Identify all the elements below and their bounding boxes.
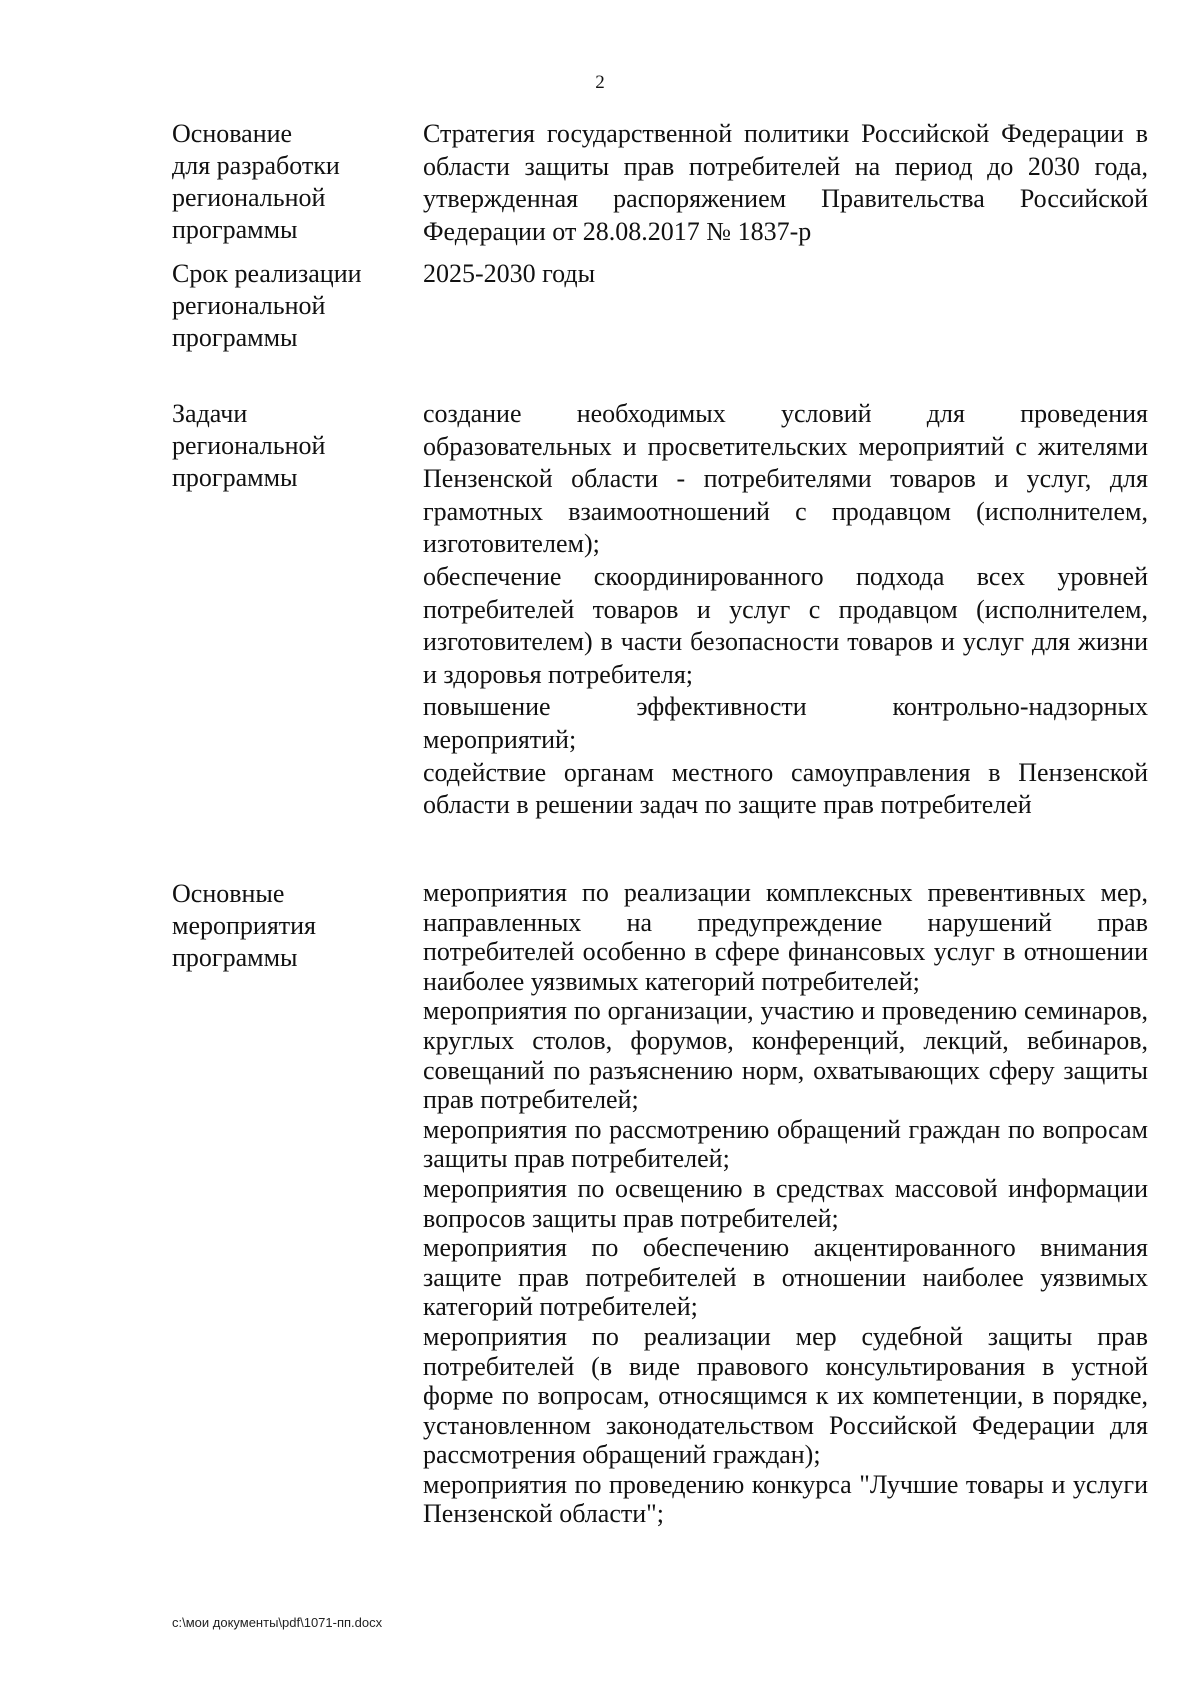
label-line: для разработки — [172, 151, 340, 180]
label-line: программы — [172, 215, 298, 244]
label-line: Основание — [172, 119, 293, 148]
content-paragraph: мероприятия по освещению в средствах массовой информации вопросов защиты прав потребителей; — [423, 1173, 1148, 1233]
content-paragraph: мероприятия по проведению конкурса "Лучшие товары и услуги Пензенской области"; — [423, 1469, 1148, 1529]
content-paragraph: 2025-2030 годы — [423, 259, 596, 288]
content-paragraph: обеспечение скоординированного подхода всех уровней потребителей товаров и услуг с продавцом (исполнителем, изготовителем) в части безопасности товаров и услуг для жизни и здоровья потребителя; — [423, 561, 1148, 689]
label-line: Основные — [172, 879, 285, 908]
page-number: 2 — [595, 72, 605, 93]
row-content — [423, 258, 1148, 291]
content-paragraph: мероприятия по реализации комплексных превентивных мер, направленных на предупреждение нарушений прав потребителей особенно в сфере финансовых услуг в отношении наиболее уязвимых категорий потребителей; — [423, 878, 1148, 996]
label-line: программы — [172, 943, 298, 972]
label-line: программы — [172, 463, 298, 492]
row-label — [172, 118, 387, 246]
label-line: региональной — [172, 291, 326, 320]
row-label — [172, 258, 387, 354]
row-content — [423, 118, 1148, 248]
label-line: мероприятия — [172, 911, 317, 940]
row-content — [423, 878, 1148, 1529]
content-paragraph: мероприятия по рассмотрению обращений граждан по вопросам защиты прав потребителей; — [423, 1114, 1148, 1174]
row-content — [423, 398, 1148, 822]
content-paragraph: мероприятия по реализации мер судебной защиты прав потребителей (в виде правового консультирования в устной форме по вопросам, относящимся к их компетенции, в порядке, установленном законодательством Российской Федерации для рассмотрения обращений граждан); — [423, 1321, 1148, 1470]
row-label — [172, 398, 387, 494]
label-line: региональной — [172, 431, 326, 460]
label-line: программы — [172, 323, 298, 352]
content-paragraph: повышение эффективности контрольно-надзорных мероприятий; — [423, 692, 1148, 754]
content-paragraph: Стратегия государственной политики Российской Федерации в области защиты прав потребителей на период до 2030 года, утвержденная распоряжением Правительства Российской Федерации от 28.08.2017 № 1837-р — [423, 119, 1148, 246]
file-path-footer: c:\мои документы\pdf\1071-пп.docx — [172, 1615, 383, 1630]
content-paragraph: содействие органам местного самоуправления в Пензенской области в решении задач по защите прав потребителей — [423, 757, 1148, 820]
content-paragraph: создание необходимых условий для проведения образовательных и просветительских мероприятий с жителями Пензенской области - потребителями товаров и услуг, для грамотных взаимоотношений с продавцом (исполнителем, изготовителем); — [423, 399, 1148, 559]
content-paragraph: мероприятия по обеспечению акцентированного внимания защите прав потребителей в отношении наиболее уязвимых категорий потребителей; — [423, 1233, 1148, 1322]
label-line: региональной — [172, 183, 326, 212]
content-paragraph: мероприятия по организации, участию и проведению семинаров, круглых столов, форумов, конференций, лекций, вебинаров, совещаний по разъяснению норм, охватывающих сферу защиты прав потребителей; — [423, 996, 1148, 1115]
label-line: Срок реализации — [172, 259, 362, 288]
label-line: Задачи — [172, 399, 248, 428]
row-label — [172, 878, 387, 974]
